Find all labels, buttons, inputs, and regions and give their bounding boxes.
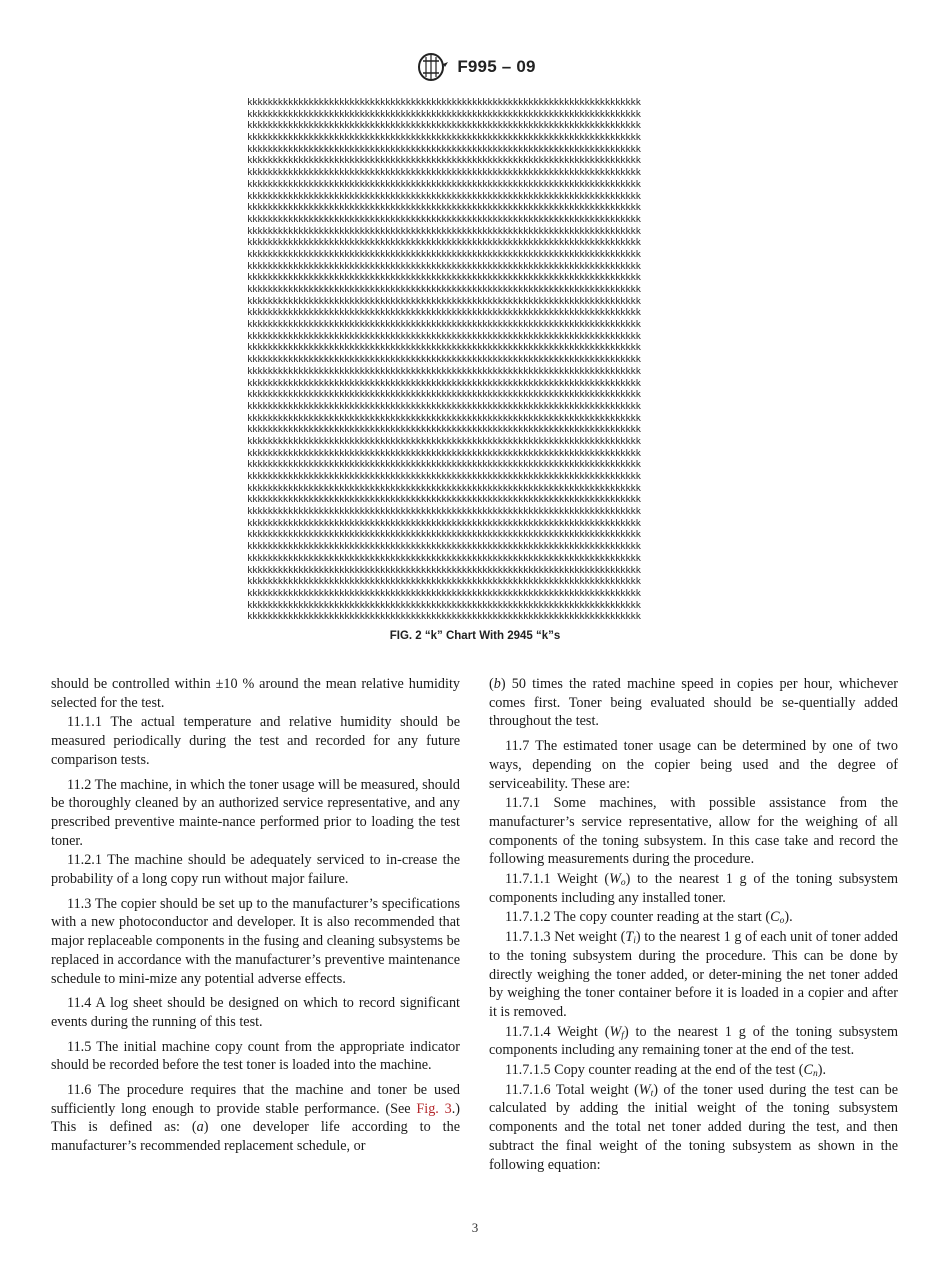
k-chart-row: kkkkkkkkkkkkkkkkkkkkkkkkkkkkkkkkkkkkkkkkkkkkkkkkkkkkkkkkkkkkkkkkkkkkkkkkkkkkk [247,435,641,447]
k-chart-row: kkkkkkkkkkkkkkkkkkkkkkkkkkkkkkkkkkkkkkkkkkkkkkkkkkkkkkkkkkkkkkkkkkkkkkkkkkkkk [247,248,641,260]
page-number: 3 [471,1220,479,1235]
astm-logo-icon [414,52,450,82]
k-chart-row: kkkkkkkkkkkkkkkkkkkkkkkkkkkkkkkkkkkkkkkkkkkkkkkkkkkkkkkkkkkkkkkkkkkkkkkkkkkkk [247,400,641,412]
k-chart-row: kkkkkkkkkkkkkkkkkkkkkkkkkkkkkkkkkkkkkkkkkkkkkkkkkkkkkkkkkkkkkkkkkkkkkkkkkkkkk [247,342,641,354]
document-id: F995 – 09 [457,57,536,76]
paragraph-11-7-1-4: 11.7.1.4 Weight $(W_f)$ to the nearest 1 g of the toning subsystem components including any remaining toner at the end of the test. [489,1023,898,1059]
k-chart-row: kkkkkkkkkkkkkkkkkkkkkkkkkkkkkkkkkkkkkkkkkkkkkkkkkkkkkkkkkkkkkkkkkkkkkkkkkkkkk [247,517,641,529]
k-chart-row: kkkkkkkkkkkkkkkkkkkkkkkkkkkkkkkkkkkkkkkkkkkkkkkkkkkkkkkkkkkkkkkkkkkkkkkkkkkkk [247,284,641,295]
k-chart-row: kkkkkkkkkkkkkkkkkkkkkkkkkkkkkkkkkkkkkkkkkkkkkkkkkkkkkkkkkkkkkkkkkkkkkkkkkkkkk [247,237,641,249]
paragraph-11-7-1-2: 11.7.1.2 The copy counter reading at the start $(C_o)$. [505,909,793,927]
paragraph-11-1-1: 11.1.1 The actual temperature and relative humidity should be measured periodically during the test and recorded for any future comparison tests. [51,714,460,768]
k-chart-row: kkkkkkkkkkkkkkkkkkkkkkkkkkkkkkkkkkkkkkkkkkkkkkkkkkkkkkkkkkkkkkkkkkkkkkkkkkkkk [247,178,641,190]
k-chart-row: kkkkkkkkkkkkkkkkkkkkkkkkkkkkkkkkkkkkkkkkkkkkkkkkkkkkkkkkkkkkkkkkkkkkkkkkkkkkk [247,377,641,389]
paragraph-11-7-1: 11.7.1 Some machines, with possible assistance from the manufacturer’s service representative, allow for the weighing of all components of the toning subsystem. In this case take and record the following measurements during the procedure. [489,795,898,868]
k-chart-row: kkkkkkkkkkkkkkkkkkkkkkkkkkkkkkkkkkkkkkkkkkkkkkkkkkkkkkkkkkkkkkkkkkkkkkkkkkkkk [247,611,641,623]
k-chart-row: kkkkkkkkkkkkkkkkkkkkkkkkkkkkkkkkkkkkkkkkkkkkkkkkkkkkkkkkkkkkkkkkkkkkkkkkkkkkk [247,471,641,482]
k-chart-row: kkkkkkkkkkkkkkkkkkkkkkkkkkkkkkkkkkkkkkkkkkkkkkkkkkkkkkkkkkkkkkkkkkkkkkkkkkkkk [247,599,641,611]
k-chart-row: kkkkkkkkkkkkkkkkkkkkkkkkkkkkkkkkkkkkkkkkkkkkkkkkkkkkkkkkkkkkkkkkkkkkkkkkkkkkk [247,576,641,588]
k-chart-row: kkkkkkkkkkkkkkkkkkkkkkkkkkkkkkkkkkkkkkkkkkkkkkkkkkkkkkkkkkkkkkkkkkkkkkkkkkkkk [247,365,641,377]
k-chart-row: kkkkkkkkkkkkkkkkkkkkkkkkkkkkkkkkkkkkkkkkkkkkkkkkkkkkkkkkkkkkkkkkkkkkkkkkkkkkk [247,272,641,284]
k-chart-row: kkkkkkkkkkkkkkkkkkkkkkkkkkkkkkkkkkkkkkkkkkkkkkkkkkkkkkkkkkkkkkkkkkkkkkkkkkkkk [247,389,641,401]
right-column [489,675,898,1174]
k-chart-row: kkkkkkkkkkkkkkkkkkkkkkkkkkkkkkkkkkkkkkkkkkkkkkkkkkkkkkkkkkkkkkkkkkkkkkkkkkkkk [247,447,641,459]
k-chart-row: kkkkkkkkkkkkkkkkkkkkkkkkkkkkkkkkkkkkkkkkkkkkkkkkkkkkkkkkkkkkkkkkkkkkkkkkkkkkk [247,108,641,120]
figure-caption: FIG. 2 “k” Chart With 2945 “k”s [389,630,561,642]
paragraph-11-7: 11.7 The estimated toner usage can be determined by one of two ways, depending on the copier being used and the degree of serviceability. These are: [489,738,898,792]
k-chart-row: kkkkkkkkkkkkkkkkkkkkkkkkkkkkkkkkkkkkkkkkkkkkkkkkkkkkkkkkkkkkkkkkkkkkkkkkkkkkk [247,330,641,342]
k-chart-row: kkkkkkkkkkkkkkkkkkkkkkkkkkkkkkkkkkkkkkkkkkkkkkkkkkkkkkkkkkkkkkkkkkkkkkkkkkkkk [247,552,641,564]
k-chart-row: kkkkkkkkkkkkkkkkkkkkkkkkkkkkkkkkkkkkkkkkkkkkkkkkkkkkkkkkkkkkkkkkkkkkkkkkkkkkk [247,120,641,132]
k-chart-row: kkkkkkkkkkkkkkkkkkkkkkkkkkkkkkkkkkkkkkkkkkkkkkkkkkkkkkkkkkkkkkkkkkkkkkkkkkkkk [247,260,641,272]
k-chart-row: kkkkkkkkkkkkkkkkkkkkkkkkkkkkkkkkkkkkkkkkkkkkkkkkkkkkkkkkkkkkkkkkkkkkkkkkkkkkk [247,541,641,553]
k-chart-row: kkkkkkkkkkkkkkkkkkkkkkkkkkkkkkkkkkkkkkkkkkkkkkkkkkkkkkkkkkkkkkkkkkkkkkkkkkkkk [247,424,641,436]
paragraph-11-5: 11.5 The initial machine copy count from the appropriate indicator should be recorded before the test toner is loaded into the machine. [51,1038,460,1074]
k-chart-row: kkkkkkkkkkkkkkkkkkkkkkkkkkkkkkkkkkkkkkkkkkkkkkkkkkkkkkkkkkkkkkkkkkkkkkkkkkkkk [247,307,641,319]
k-chart-row: kkkkkkkkkkkkkkkkkkkkkkkkkkkkkkkkkkkkkkkkkkkkkkkkkkkkkkkkkkkkkkkkkkkkkkkkkkkkk [247,529,641,541]
k-chart-row: kkkkkkkkkkkkkkkkkkkkkkkkkkkkkkkkkkkkkkkkkkkkkkkkkkkkkkkkkkkkkkkkkkkkkkkkkkkkk [247,459,641,471]
k-chart-row: kkkkkkkkkkkkkkkkkkkkkkkkkkkkkkkkkkkkkkkkkkkkkkkkkkkkkkkkkkkkkkkkkkkkkkkkkkkkk [247,494,641,506]
k-chart-row: kkkkkkkkkkkkkkkkkkkkkkkkkkkkkkkkkkkkkkkkkkkkkkkkkkkkkkkkkkkkkkkkkkkkkkkkkkkkk [247,587,641,599]
paragraph-11-6: 11.6 The procedure requires that the machine and toner be used sufficiently long enough to provide stable performance. (See Fig. 3.) This is defined as: (a) one developer life according to the manufacturer’s recommended replacement schedule, or [51,1082,460,1155]
paragraph-11-3: 11.3 The copier should be set up to the manufacturer’s specifications with a new photoconductor and developer. It is also recommended that major replaceable components in the fusing and cleaning subsystems be replaced in accordance with the manufacturer’s preventive maintenance schedule to mini-mize any potential adverse effects. [51,895,460,987]
paragraph-condition-b: (b) 50 times the rated machine speed in copies per hour, whichever comes first. Toner being evaluated should be se-quentially added throughout the test. [489,676,898,730]
page-header [0,52,950,87]
paragraph-11-7-1-3: 11.7.1.3 Net weight $(T_i)$ to the nearest 1 g of each unit of toner added to the toning subsystem during the procedure. This can be done by directly weighing the toner added, or deter-mining the net toner added by weighing the toner container before it is loaded in a copier and after it is removed. [489,929,899,1020]
paragraph-11-7-1-6: 11.7.1.6 Total weight $(W_t)$ of the toner used during the test can be calculated by adding the initial weight of the toning subsystem components and the total net toner added during the test, and then subtract the final weight of the toning subsystem as shown in the following equation: [489,1081,898,1173]
fig-3-link[interactable]: Fig. 3 [416,1100,452,1117]
k-chart-row: kkkkkkkkkkkkkkkkkkkkkkkkkkkkkkkkkkkkkkkkkkkkkkkkkkkkkkkkkkkkkkkkkkkkkkkkkkkkk [247,295,641,307]
paragraph-11-4: 11.4 A log sheet should be designed on which to record significant events during the running of this test. [51,995,460,1030]
k-chart-row: kkkkkkkkkkkkkkkkkkkkkkkkkkkkkkkkkkkkkkkkkkkkkkkkkkkkkkkkkkkkkkkkkkkkkkkkkkkkk [247,506,641,518]
paragraph-11-2: 11.2 The machine, in which the toner usage will be measured, should be thoroughly cleaned by an authorized service representative, and any prescribed preventive mainte-nance performed prior to loading the test toner. [51,776,460,849]
k-chart-row: kkkkkkkkkkkkkkkkkkkkkkkkkkkkkkkkkkkkkkkkkkkkkkkkkkkkkkkkkkkkkkkkkkkkkkkkkkkkk [247,202,641,214]
k-chart-row: kkkkkkkkkkkkkkkkkkkkkkkkkkkkkkkkkkkkkkkkkkkkkkkkkkkkkkkkkkkkkkkkkkkkkkkkkkkkk [247,319,641,331]
paragraph-11-7-1-1: 11.7.1.1 Weight $(W_o)$ to the nearest 1 g of the toning subsystem components including any installed toner. [489,871,898,906]
k-chart-row: kkkkkkkkkkkkkkkkkkkkkkkkkkkkkkkkkkkkkkkkkkkkkkkkkkkkkkkkkkkkkkkkkkkkkkkkkkkkk [247,143,641,155]
paragraph-11-2-1: 11.2.1 The machine should be adequately serviced to in-crease the probability of a long copy run without major failure. [51,852,460,888]
k-chart-row: kkkkkkkkkkkkkkkkkkkkkkkkkkkkkkkkkkkkkkkkkkkkkkkkkkkkkkkkkkkkkkkkkkkkkkkkkkkkk [247,354,641,366]
k-chart-figure [247,97,705,627]
k-chart-row: kkkkkkkkkkkkkkkkkkkkkkkkkkkkkkkkkkkkkkkkkkkkkkkkkkkkkkkkkkkkkkkkkkkkkkkkkkkkk [247,132,641,144]
k-chart-row: kkkkkkkkkkkkkkkkkkkkkkkkkkkkkkkkkkkkkkkkkkkkkkkkkkkkkkkkkkkkkkkkkkkkkkkkkkkkk [247,97,641,108]
k-chart-row: kkkkkkkkkkkkkkkkkkkkkkkkkkkkkkkkkkkkkkkkkkkkkkkkkkkkkkkkkkkkkkkkkkkkkkkkkkkkk [247,213,641,225]
left-column [51,675,460,1156]
paragraph-humidity-control: should be controlled within ±10 % around the mean relative humidity selected for the test. [51,676,460,711]
k-chart-row: kkkkkkkkkkkkkkkkkkkkkkkkkkkkkkkkkkkkkkkkkkkkkkkkkkkkkkkkkkkkkkkkkkkkkkkkkkkkk [247,482,641,494]
k-chart-row: kkkkkkkkkkkkkkkkkkkkkkkkkkkkkkkkkkkkkkkkkkkkkkkkkkkkkkkkkkkkkkkkkkkkkkkkkkkkk [247,225,641,237]
k-chart-row: kkkkkkkkkkkkkkkkkkkkkkkkkkkkkkkkkkkkkkkkkkkkkkkkkkkkkkkkkkkkkkkkkkkkkkkkkkkkk [247,167,641,179]
k-chart-row: kkkkkkkkkkkkkkkkkkkkkkkkkkkkkkkkkkkkkkkkkkkkkkkkkkkkkkkkkkkkkkkkkkkkkkkkkkkkk [247,155,641,167]
paragraph-11-7-1-5: 11.7.1.5 Copy counter reading at the end of the test $(C_n)$. [505,1062,827,1080]
k-chart-row: kkkkkkkkkkkkkkkkkkkkkkkkkkkkkkkkkkkkkkkkkkkkkkkkkkkkkkkkkkkkkkkkkkkkkkkkkkkkk [247,412,641,424]
k-chart-row: kkkkkkkkkkkkkkkkkkkkkkkkkkkkkkkkkkkkkkkkkkkkkkkkkkkkkkkkkkkkkkkkkkkkkkkkkkkkk [247,190,641,202]
k-chart-row: kkkkkkkkkkkkkkkkkkkkkkkkkkkkkkkkkkkkkkkkkkkkkkkkkkkkkkkkkkkkkkkkkkkkkkkkkkkkk [247,564,641,576]
